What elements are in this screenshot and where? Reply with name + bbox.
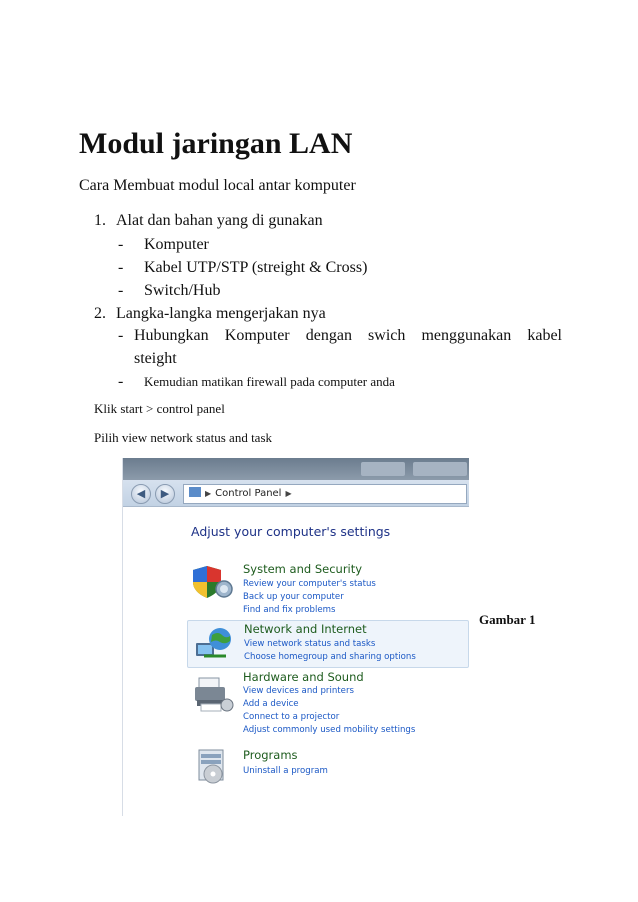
back-button[interactable]: ◀: [131, 484, 151, 504]
category-link[interactable]: View devices and printers: [243, 686, 354, 696]
category-system-security: [187, 560, 469, 616]
category-title[interactable]: Hardware and Sound: [243, 670, 364, 684]
figure-caption: Gambar 1: [479, 612, 536, 627]
bullet-dash: -: [118, 236, 124, 253]
list-number: 2.: [94, 305, 106, 322]
bullet-text: Hubungkan Komputer dengan swich menggunakan kabel: [134, 327, 562, 344]
window-tab: [413, 462, 467, 476]
bullet-dash: -: [118, 373, 124, 390]
settings-heading: Adjust your computer's settings: [191, 524, 391, 539]
shield-icon: [191, 562, 235, 602]
bullet-dash: -: [118, 327, 124, 344]
category-link[interactable]: Review your computer's status: [243, 579, 376, 589]
category-link[interactable]: Connect to a projector: [243, 712, 340, 722]
list-item-1: [94, 212, 323, 230]
bullet-item: [118, 259, 367, 277]
category-network-internet: [187, 620, 469, 668]
category-link[interactable]: View network status and tasks: [244, 639, 376, 649]
bullet-item: [118, 282, 220, 300]
category-link[interactable]: Choose homegroup and sharing options: [244, 652, 416, 662]
window-titlebar: [123, 458, 469, 480]
forward-button[interactable]: ▶: [155, 484, 175, 504]
network-icon: [192, 623, 236, 663]
bullet-text-continued: steight: [134, 350, 177, 367]
category-title[interactable]: Network and Internet: [244, 622, 367, 636]
category-title[interactable]: Programs: [243, 748, 298, 762]
category-link[interactable]: Find and fix problems: [243, 605, 336, 615]
window-tab: [361, 462, 405, 476]
bullet-dash: -: [118, 282, 124, 299]
category-hardware-sound: [187, 670, 469, 740]
control-panel-screenshot: [122, 458, 469, 816]
category-programs: [187, 746, 469, 792]
list-item-2: [94, 305, 326, 323]
bullet-dash: -: [118, 259, 124, 276]
bullet-text: Kabel UTP/STP (streight & Cross): [144, 259, 368, 276]
programs-icon: [191, 746, 235, 786]
bullet-text: Kemudian matikan firewall pada computer anda: [144, 374, 395, 389]
category-link[interactable]: Adjust commonly used mobility settings: [243, 725, 416, 735]
breadcrumb[interactable]: Control Panel: [215, 488, 282, 499]
list-item-text: Langka-langka mengerjakan nya: [116, 305, 326, 322]
category-link[interactable]: Back up your computer: [243, 592, 344, 602]
address-bar[interactable]: [183, 484, 467, 504]
bullet-text: Komputer: [144, 236, 209, 253]
page-title: Modul jaringan LAN: [79, 127, 353, 160]
printer-icon: [191, 674, 235, 714]
list-item-text: Alat dan bahan yang di gunakan: [116, 212, 323, 229]
chevron-right-icon: ▶: [285, 489, 292, 498]
list-number: 1.: [94, 212, 106, 229]
chevron-right-icon: ▶: [205, 489, 212, 498]
window-toolbar: [123, 480, 469, 507]
category-link[interactable]: Uninstall a program: [243, 766, 328, 776]
subtitle: Cara Membuat modul local antar komputer: [79, 177, 356, 194]
category-title[interactable]: System and Security: [243, 562, 363, 576]
bullet-item: [118, 373, 395, 391]
category-link[interactable]: Add a device: [243, 699, 299, 709]
step-text: Klik start > control panel: [94, 401, 225, 416]
step-text: Pilih view network status and task: [94, 430, 273, 445]
control-panel-icon: [189, 487, 201, 497]
bullet-text: Switch/Hub: [144, 282, 221, 299]
bullet-item: [118, 236, 209, 254]
